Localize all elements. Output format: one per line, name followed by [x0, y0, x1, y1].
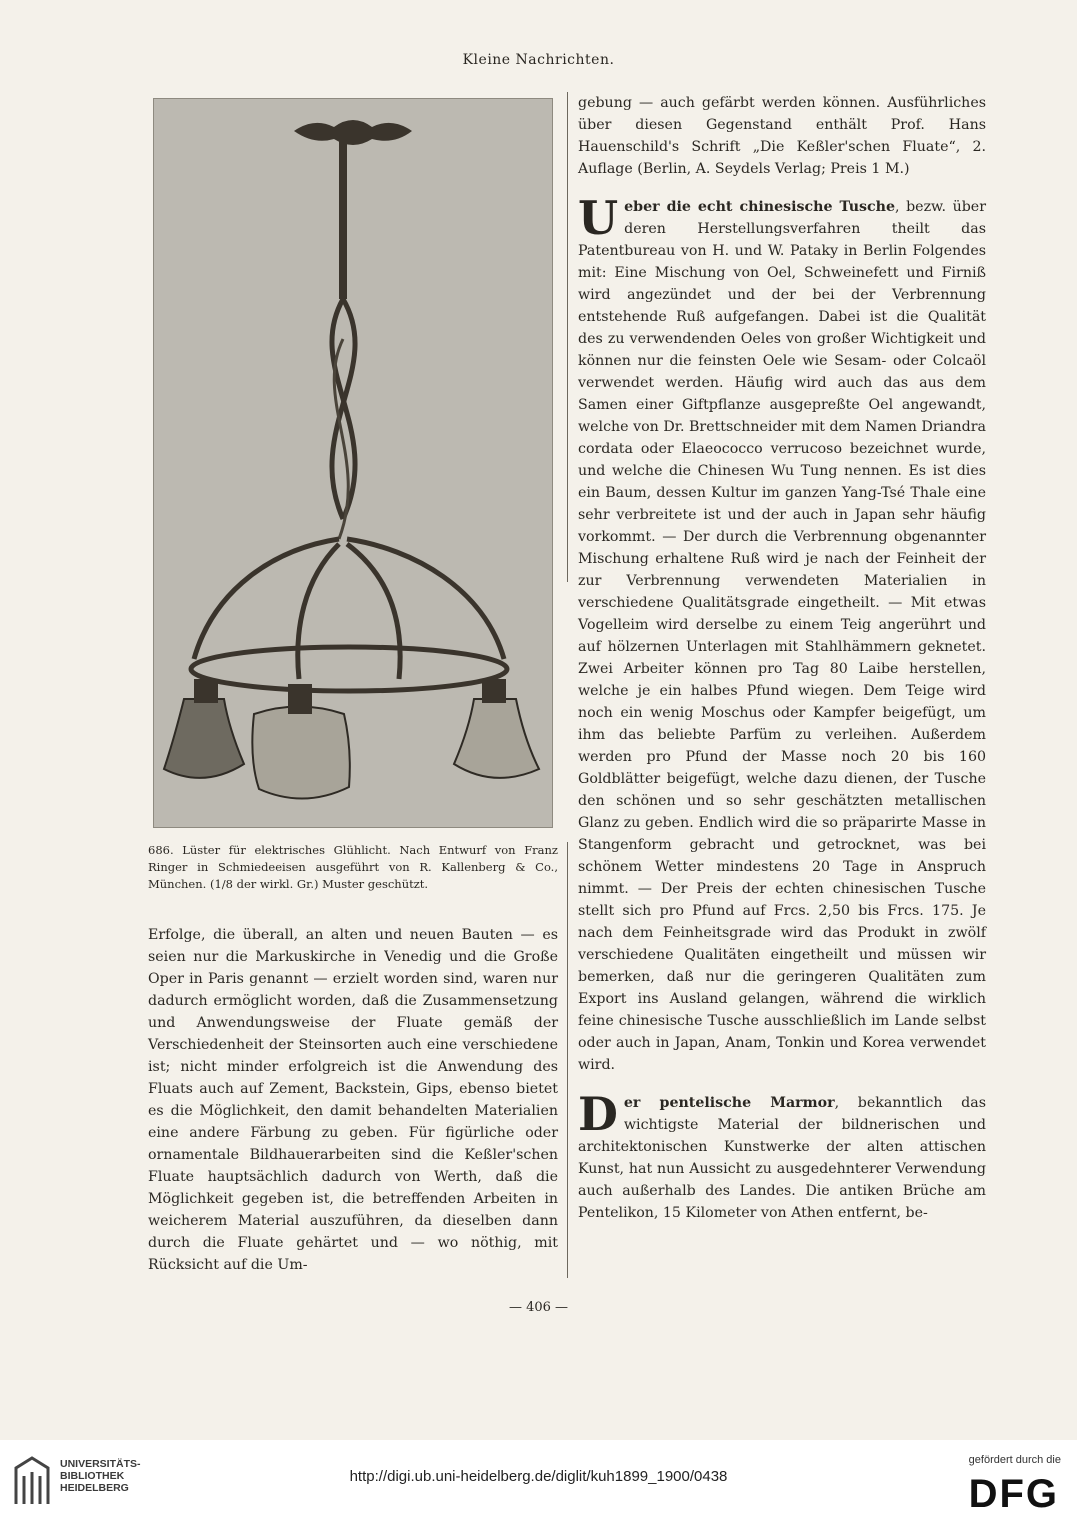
section-marmor-body: , bekanntlich das wichtigste Material der bildnerischen und architektonischen Kunstwerke der alten attischen Kunst, hat nun Aussicht zu ausgedehnterer Verwendung auch außerhalb des Landes. Die antiken Brüche am Pentelikon, 15 Kilometer von Athen entfernt, be- — [578, 1095, 986, 1221]
section-marmor-dropcap: D — [578, 1087, 618, 1141]
right-column — [578, 92, 986, 1224]
continuation-paragraph: gebung — auch gefärbt werden können. Ausführliches über diesen Gegenstand enthält Prof. Hans Hauenschild's Schrift „Die Keßler'schen Fluate“, 2. Auflage (Berlin, A. Seydels Verlag; Preis 1 M.) — [578, 95, 986, 177]
column-divider-lower — [567, 842, 568, 1278]
left-paragraph: Erfolge, die überall, an alten und neuen Bauten — es seien nur die Markuskirche in Venedig und die Große Oper in Paris genannt — erzielt worden sind, waren nur dadurch ermöglicht worden, daß die Zusammensetzung und Anwendungsweise der Fluate gemäß der Verschiedenheit der Steinsorten auch eine verschiedene ist; nicht minder erfolgreich ist die Anwendung des Fluats auch auf Zement, Backstein, Gips, ebenso bietet es die Möglichkeit, den damit behandelten Materialien eine andere Färbung zu geben. Für figürliche oder ornamentale Bildhauerarbeiten sind die Keßler'schen Fluate hauptsächlich dadurch von Werth, daß die Möglichkeit gegeben ist, die betreffenden Arbeiten in weicherem Material auszuführen, da dieselben dann durch die Fluate gehärtet und — wo nöthig, mit Rücksicht auf die Um- — [148, 927, 558, 1273]
section-marmor — [578, 1087, 986, 1224]
page-number: — 406 — — [508, 1300, 569, 1315]
library-name-line3: HEIDELBERG — [60, 1482, 129, 1494]
funding-note: gefördert durch die — [968, 1454, 1061, 1466]
source-url-link[interactable]: http://digi.ub.uni-heidelberg.de/diglit/kuh1899_1900/0438 — [349, 1468, 728, 1485]
library-name-line2: BIBLIOTHEK — [60, 1470, 125, 1482]
running-title: Kleine Nachrichten. — [462, 52, 615, 68]
library-name-line1: UNIVERSITÄTS- — [60, 1458, 141, 1470]
column-divider-upper — [567, 92, 568, 582]
chandelier-illustration — [153, 98, 553, 828]
section-tusche-dropcap: U — [578, 191, 619, 245]
figure-caption: 686. Lüster für elektrisches Glühlicht. Nach Entwurf von Franz Ringer in Schmiedeeisen ausgeführt von R. Kallenberg & Co., München. (1/8 der wirkl. Gr.) Muster geschützt. — [148, 843, 558, 891]
footer-bar — [0, 1440, 1077, 1522]
dfg-logo: DFG — [968, 1472, 1059, 1516]
left-column — [148, 924, 558, 1276]
section-tusche — [578, 191, 986, 1076]
section-tusche-title: eber die echt chinesische Tusche — [624, 199, 896, 215]
section-marmor-title: er pentelische Marmor — [623, 1095, 835, 1111]
section-tusche-body: , bezw. über deren Herstellungsverfahren theilt das Patentbureau von H. und W. Pataky in Berlin Folgendes mit: Eine Mischung von Oel, Schweinefett und Firniß wird angezündet und der bei der Verbrennung entstehende Ruß aufgefangen. Dabei ist die Qualität des zu verwendenden Oeles von großer Wichtigkeit und können nur die feinsten Oele wie Sesam- oder Colcaöl verwendet werden. Häufig wird auch das aus dem Samen einer Giftpflanze ausgepreßte Oel angewandt, welche von Dr. Brettschneider mit dem Namen Driandra cordata oder Elaeococco verrucoso bezeichnet wurde, und welche die Chinesen Wu Tung nennen. Es ist dies ein Baum, dessen Kultur im ganzen Yang-Tsé Thale eine sehr verbreitete ist und der auch in Japan sehr häufig vorkommt. — Der durch die Verbrennung obgenannter Mischung erhaltene Ruß wird je nach der Feinheit der zur Verbrennung verwendeten Materialien in verschiedene Qualitätsgrade eingetheilt. — Mit etwas Vogelleim wird derselbe zu einem Teig angerührt und auf hölzernen Unterlagen mit Stahlhämmern geknetet. Zwei Arbeiter können pro Tag 80 Laibe herstellen, welche je ein halbes Pfund wiegen. Dem Teige wird noch ein wenig Moschus oder Kampfer beigefügt, um ihm das beliebte Parfüm zu verleihen. Außerdem werden pro Pfund der Masse noch 20 bis 160 Goldblätter beigefügt, welche dazu dienen, der Tusche den schönen und so sehr geschätzten metallischen Glanz zu geben. Endlich wird die so präparirte Masse in Stangenform gebracht und getrocknet, was bei schönem Wetter mindestens 20 Tage in Anspruch nimmt. — Der Preis der echten chinesischen Tusche stellt sich pro Pfund auf Frcs. 2,50 bis Frcs. 175. Je nach dem Feinheitsgrade wird das Produkt in zwölf verschiedene Qualitäten eingetheilt und müssen wir bemerken, daß nur die geringeren Qualitäten zum Export ins Ausland gelangen, während die wirklich feine chinesische Tusche ausschließlich im Lande selbst oder auch in Japan, Anam, Tonkin und Korea verwendet wird. — [578, 199, 986, 1073]
